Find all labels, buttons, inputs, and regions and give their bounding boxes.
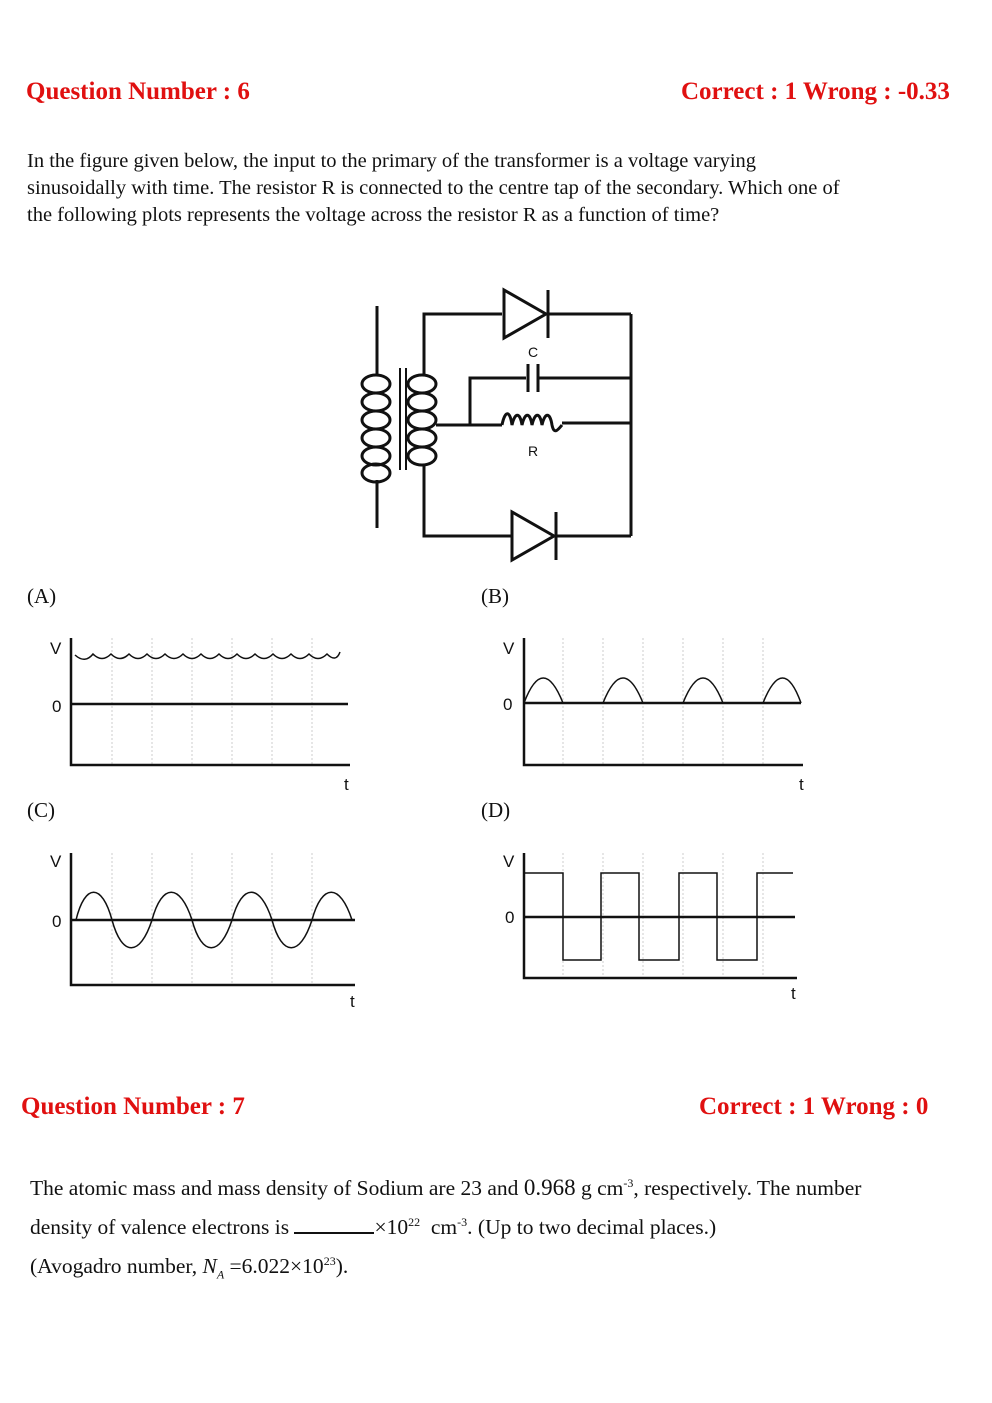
plot-a-v-label: V [50,639,62,658]
capacitor-wire [470,378,526,425]
q6-text-line: the following plots represents the voltage across the resistor R as a function of time? [27,204,720,226]
q6-text-line: In the figure given below, the input to the primary of the transformer is a voltage varying [27,150,757,172]
plot-a [40,630,370,800]
plot-d-v-label: V [503,852,515,871]
plot-b-axes [524,638,803,765]
plot-a-t-label: t [344,775,349,794]
plot-d [495,845,825,1015]
plot-c [40,845,370,1015]
option-c-label: (C) [27,798,55,822]
q7-question-text [30,1166,861,1292]
q6-title: Question Number : 6 [26,78,250,105]
plot-b-v-label: V [503,639,515,658]
resistor [502,414,562,431]
wire-bottom [424,466,512,536]
q7-line-2: density of valence electrons is $\times 10^{22}$ $cm^{-3}$. (Up to two decimal places.) [30,1215,717,1240]
q7-title: Question Number : 7 [21,1093,245,1120]
bottom-diode [512,512,554,560]
plot-c-t-label: t [350,992,355,1011]
top-diode [504,290,546,338]
q6-text-line: sinusoidally with time. The resistor R is connected to the centre tap of the secondary. Which one of [27,177,840,199]
wire-top [424,314,502,375]
capacitor-label: C [527,344,539,360]
option-a-label: (A) [27,584,57,608]
option-b-label: (B) [481,584,509,608]
q6-marks: Correct : 1 Wrong : -0.33 [681,78,950,105]
q7-marks: Correct : 1 Wrong : 0 [699,1093,929,1120]
plot-c-v-label: V [50,852,62,871]
plot-a-waveform [75,652,340,659]
plot-b-t-label: t [799,775,804,794]
plot-a-zero-label: 0 [52,697,62,716]
plot-c-zero-label: 0 [52,912,62,931]
resistor-label: R [527,443,539,459]
q7-line-3: (Avogadro number, $N_A =6.022\times 10^{23}$). [30,1254,349,1282]
plot-b-waveform [524,678,801,703]
primary-coil [362,375,390,482]
plot-d-zero-label: 0 [505,908,515,927]
q6-question-text [27,148,840,229]
plot-d-t-label: t [791,984,796,1003]
option-d-label: (D) [481,798,511,822]
circuit-diagram [350,280,650,570]
plot-b-zero-label: 0 [503,695,513,714]
secondary-coil [408,375,436,465]
answer-blank [294,1214,374,1234]
q7-line-1: The atomic mass and mass density of Sodium are 23 and 0.968 g $cm^{-3}$, respectively. The number [30,1175,862,1201]
plot-a-axes [71,638,350,765]
plot-b [495,630,825,800]
